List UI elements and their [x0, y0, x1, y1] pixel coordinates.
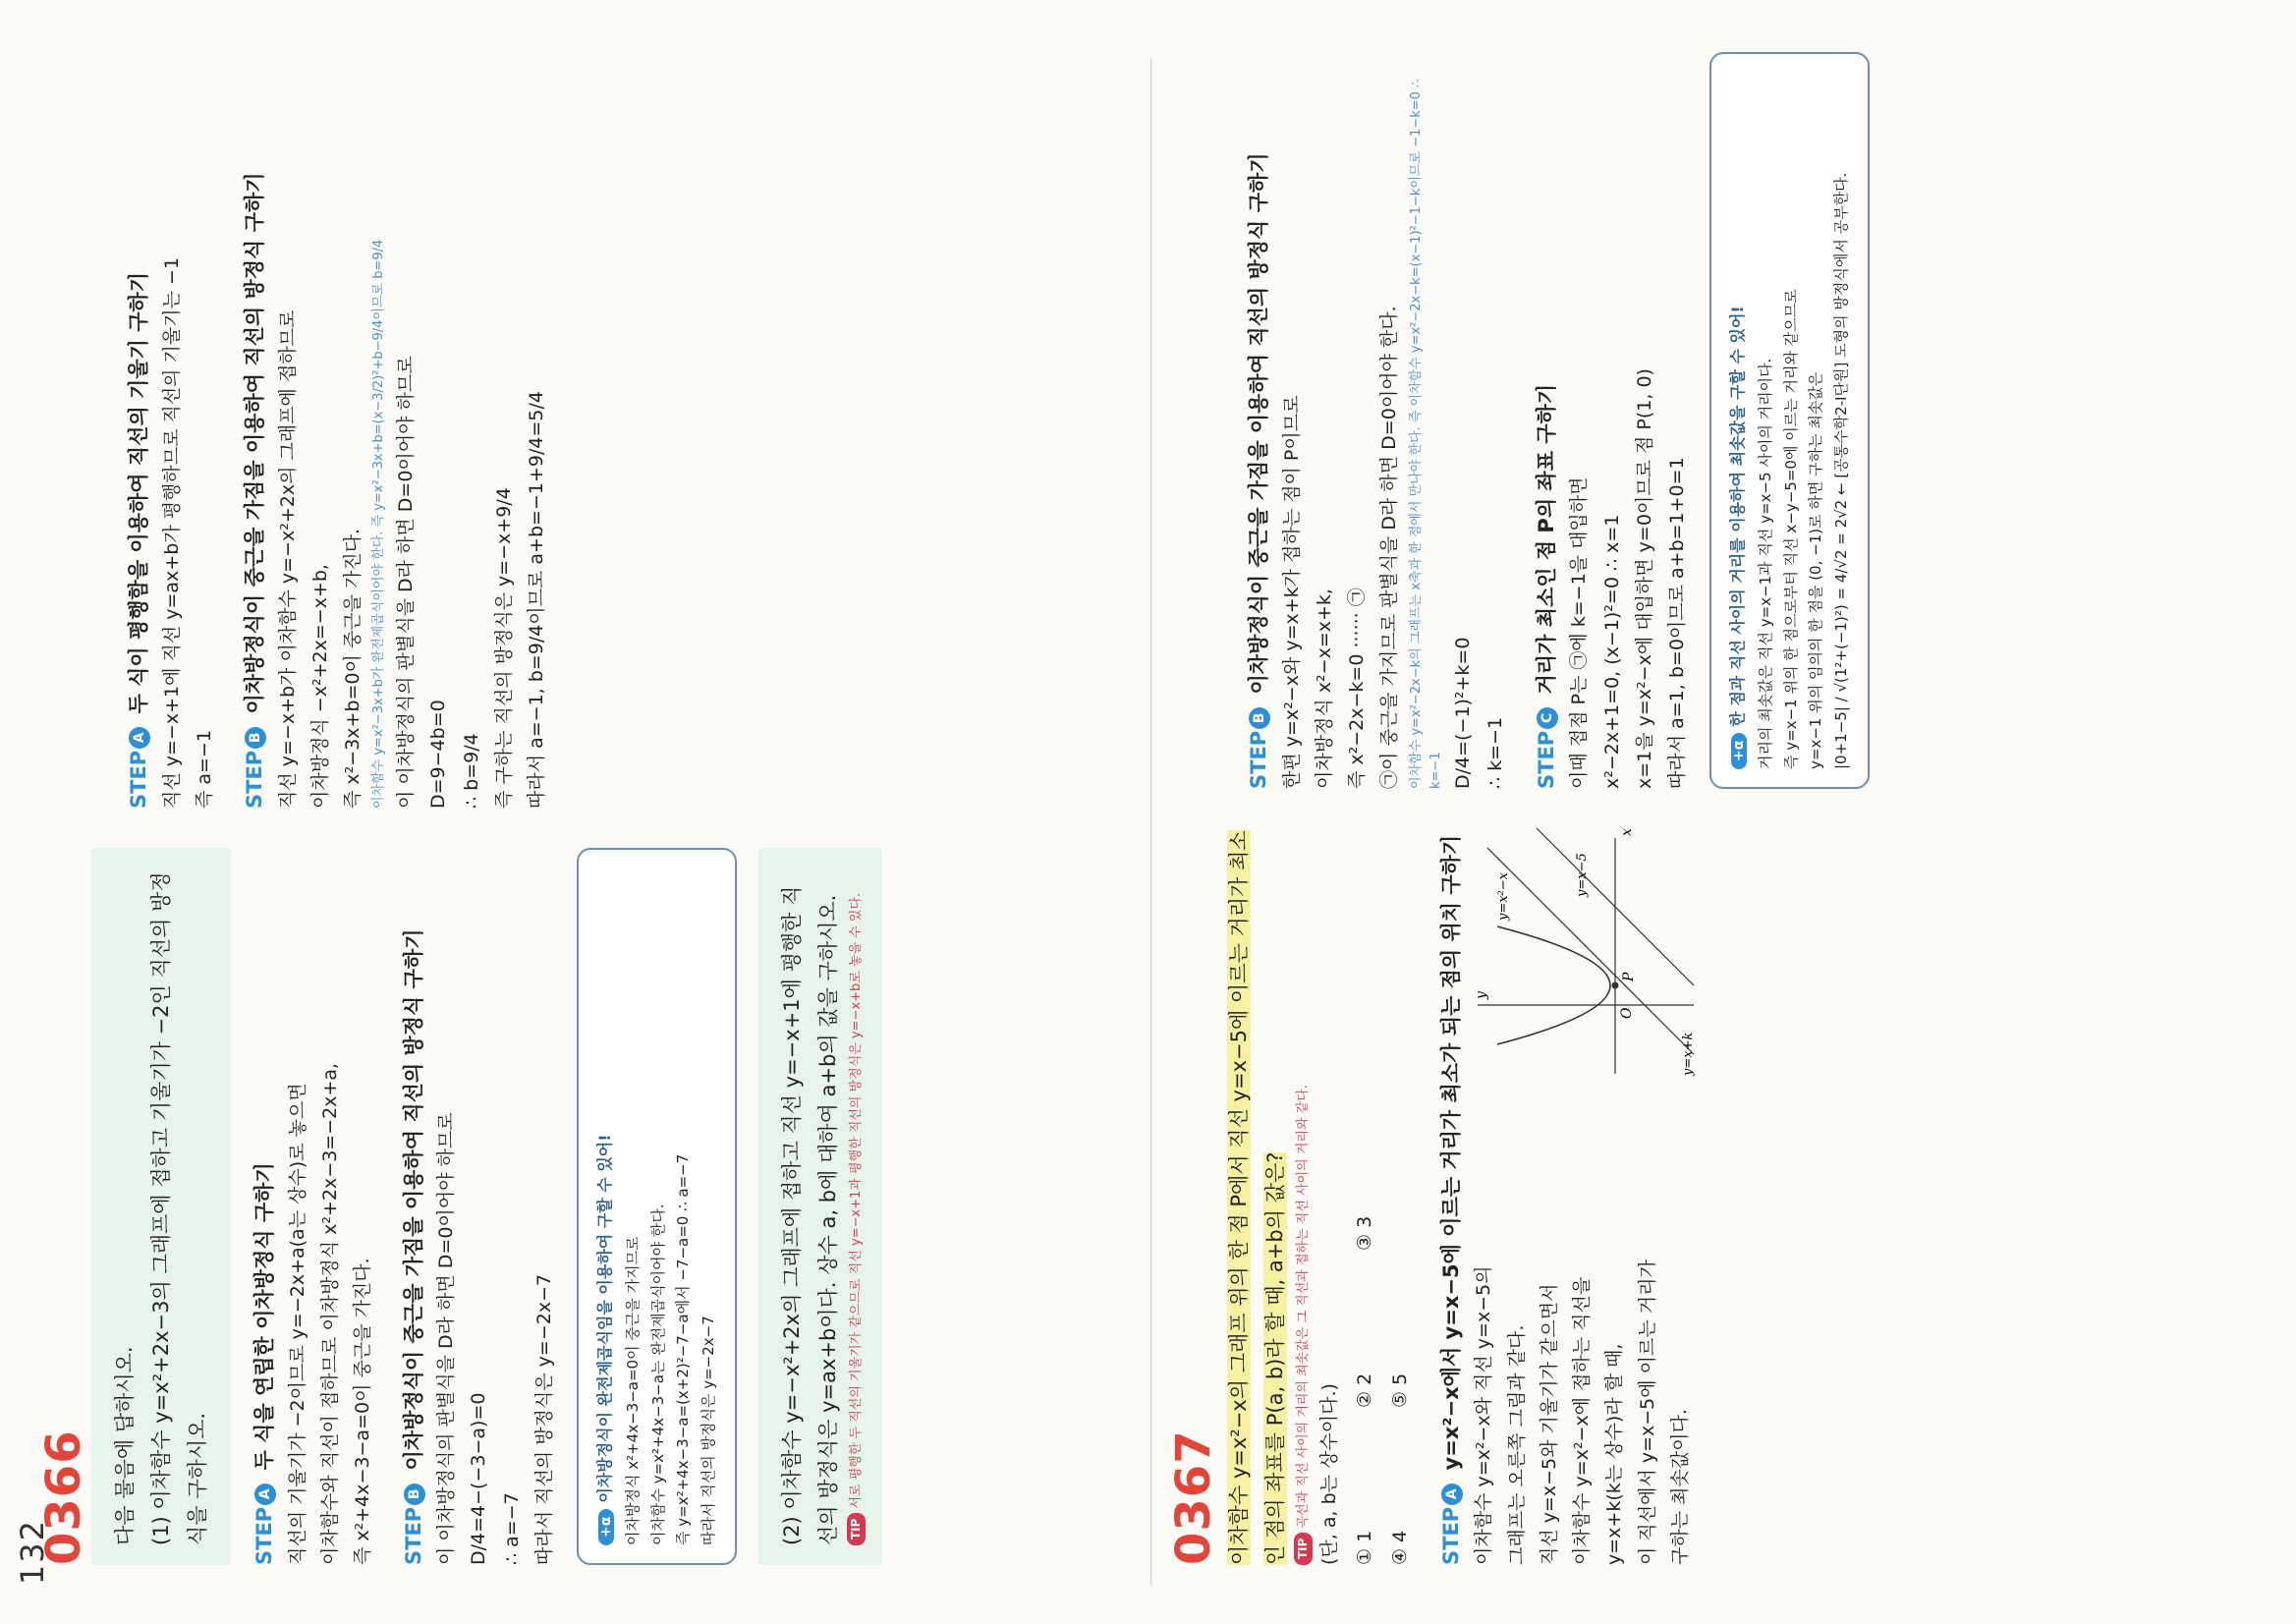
- tangent-line: [1487, 848, 1694, 1054]
- x-axis-label: x: [1619, 828, 1636, 836]
- step-a-line-1: 이차함수 y=x²−x와 직선 y=x−5의: [1473, 1265, 1495, 1565]
- step-c-line-2: x²−2x+1=0, (x−1)²=0 ∴ x=1: [1600, 514, 1623, 789]
- q2-step-b-line-8: 따라서 a=−1, b=9/4이므로 a+b=−1+9/4=5/4: [526, 391, 548, 809]
- choice-4[interactable]: ④ 4: [1388, 1530, 1411, 1565]
- answer-choices: [1347, 818, 1418, 1565]
- step-a-line-3: 직선 y=x−5와 기울기가 같으면서: [1538, 1283, 1560, 1565]
- step-b-heading: [1243, 52, 1276, 789]
- point-p: [1612, 982, 1619, 989]
- step-b-line-5: D/4=(−1)²+k=0: [1452, 637, 1475, 789]
- step-a-line-2: 그래프는 오른쪽 그림과 같다.: [1505, 1324, 1528, 1565]
- step-b-line-2: D/4=4−(−3−a)=0: [468, 1392, 490, 1565]
- plus-alpha-icon: +α: [1731, 733, 1747, 769]
- q2-step-b-line-4: 이 이차방정식의 판별식을 D라 하면 D=0이어야 하므로: [395, 356, 418, 809]
- problem-0366-left-column: [36, 848, 1137, 1565]
- alternative-method-box: [577, 848, 737, 1565]
- problem-q2: [758, 848, 882, 1565]
- step-c-heading: [1531, 52, 1564, 789]
- step-a-line-5: y=x+k(k는 상수)라 할 때,: [1603, 1343, 1626, 1565]
- problem-0366-right-column: [36, 62, 1137, 809]
- line1-label: y=x−5: [1575, 853, 1591, 897]
- box-line-4: |0+1−5| / √(1²+(−1)²) = 4/√2 = 2√2 ← [공통수학2-I단원] 도형의 방정식에서 공부한다.: [1831, 172, 1850, 769]
- q2-step-a-heading: [123, 62, 156, 809]
- step-a-line-3: 즉 x²+4x−3−a=0이 중근을 가진다.: [352, 1258, 374, 1565]
- step-a-tag: STEPA: [252, 1484, 276, 1565]
- step-b-line-4: 따라서 직선의 방정식은 y=−2x−7: [532, 1273, 555, 1565]
- choice-2[interactable]: ② 2: [1353, 1372, 1375, 1408]
- origin-label: O: [1619, 1007, 1636, 1019]
- q2-step-a-title: 두 식이 평행함을 이용하여 직선의 기울기 구하기: [127, 271, 150, 714]
- q2-step-b-title: 이차방정식이 중근을 가짐을 이용하여 직선의 방정식 구하기: [243, 172, 267, 714]
- problem-0366: [36, 0, 1137, 1624]
- q2-step-b-tag: STEPB: [243, 727, 266, 809]
- step-b-title: 이차방정식이 중근을 가짐을 이용하여 직선의 방정식 구하기: [1247, 152, 1270, 695]
- problem-q1: (1) 이차함수 y=x²+2x−3의 그래프에 접하고 기울기가 −2인 직선의 방정식을 구하시오.: [148, 871, 209, 1545]
- step-a-text: [1468, 1093, 1704, 1565]
- point-p-label: P: [1621, 972, 1638, 981]
- parabola-line-graph: [1468, 818, 1704, 1093]
- step-c-title: 거리가 최소인 점 P의 좌표 구하기: [1534, 383, 1558, 695]
- step-a-heading: [1435, 818, 1469, 1565]
- step-b-line-3: 즉 x²−2x−k=0 ······ ㉠: [1346, 588, 1369, 789]
- box-line-3: 즉 y=x²+4x−3−a=(x+2)²−7−a에서 −7−a=0 ∴ a=−7: [674, 1153, 693, 1545]
- problem-question-text: 이차함수 y=x²−x의 그래프 위의 한 점 P에서 직선 y=x−5에 이르는 거리가 최소인 점의 좌표를 P(a, b)라 할 때, a+b의 값은?: [1227, 830, 1287, 1565]
- parabola-curve: [1497, 926, 1610, 1044]
- choice-5[interactable]: ⑤ 5: [1388, 1372, 1411, 1408]
- box-line-2: 이차함수 y=x²+4x−3−a는 완전제곱식이어야 한다.: [648, 1204, 667, 1545]
- q2-step-b-line-1: 직선 y=−x+b가 이차함수 y=−x²+2x의 그래프에 접하므로: [276, 309, 299, 809]
- step-b-tag: STEPB: [402, 1484, 425, 1565]
- step-a-heading: [249, 848, 282, 1565]
- step-a-body: [1468, 818, 1704, 1565]
- step-a-line-7: 구하는 최솟값이다.: [1668, 1409, 1691, 1565]
- box-line-3: y=x−1 위의 임의의 한 점을 (0, −1)로 하면 구하는 최솟값은: [1807, 371, 1825, 769]
- q2-step-b-line-6: ∴ b=9/4: [460, 733, 482, 809]
- box-line-1: 거리의 최솟값은 직선 y=x−1과 직선 y=x−5 사이의 거리이다.: [1757, 358, 1775, 769]
- problem-condition: (단, a, b는 상수이다.): [1318, 1383, 1341, 1565]
- step-b-title: 이차방정식이 중근을 가짐을 이용하여 직선의 방정식 구하기: [401, 928, 425, 1471]
- step-a-title: 두 식을 연립한 이차방정식 구하기: [252, 1162, 277, 1471]
- q2-step-b-line-2: 이차방정식 −x²+2x=−x+b,: [308, 564, 331, 809]
- box-line-4: 따라서 직선의 방정식은 y=−2x−7: [699, 1316, 717, 1545]
- problem-0367-left-column: [1166, 818, 2257, 1565]
- problem-number: 0367: [1166, 1429, 1221, 1565]
- step-a-line-6: 이 직선에서 y=x−5에 이르는 거리가: [1636, 1260, 1658, 1565]
- step-b-line-6: ∴ k=−1: [1484, 716, 1507, 789]
- step-a-tag: STEPA: [1439, 1484, 1463, 1565]
- problem-question: [1221, 818, 1294, 1565]
- plus-alpha-icon: +α: [598, 1509, 614, 1545]
- q2-step-b-heading: [239, 62, 272, 809]
- q2-step-a-line-1: 직선 y=−x+1에 직선 y=ax+b가 평행하므로 직선의 기울기는 −1: [160, 256, 183, 809]
- problem-0367-right-column: [1166, 52, 2257, 789]
- q2-step-a-tag: STEPA: [127, 727, 150, 809]
- step-b-line-4: ㉠이 중근을 가지므로 판별식을 D라 하면 D=0이어야 한다.: [1378, 306, 1401, 789]
- box-line-2: 즉 y=x−1 위의 한 점으로부터 직선 x−y−5=0에 이르는 거리와 같으므로: [1781, 289, 1800, 769]
- choice-3[interactable]: ③ 3: [1353, 1215, 1375, 1251]
- step-a-line-1: 직선의 기울기가 −2이므로 y=−2x+a(a는 상수)로 놓으면: [286, 1083, 308, 1565]
- tip-badge: TIP: [1294, 1533, 1313, 1565]
- problem-number: 0366: [36, 1429, 91, 1565]
- choice-1[interactable]: ① 1: [1353, 1530, 1375, 1565]
- tip-q2: TIP서로 평행한 두 직선의 기울기가 같으므로 직선 y=−x+1과 평행한 직선의 방정식은 y=−x+b로 놓을 수 있다.: [847, 868, 868, 1545]
- problem-0367: [1166, 0, 2257, 1624]
- tip: TIP곡선과 직선 사이의 거리의 최솟값은 그 직선과 접하는 직선 사이의 거리와 같다.: [1294, 818, 1315, 1565]
- step-b-line-2: 이차방정식 x²−x=x+k,: [1313, 588, 1335, 789]
- q2-note: 이차함수 y=x²−3x+b가 완전제곱식이어야 한다. 즉 y=x²−3x+b=(x−3/2)²+b−9/4이므로 b=9/4: [371, 239, 387, 809]
- page-number: 132: [14, 1518, 51, 1585]
- step-a-line-4: 이차함수 y=x²−x에 접하는 직선을: [1571, 1276, 1594, 1565]
- parabola-label: y=x²−x: [1496, 871, 1512, 921]
- problem-intro: 다음 물음에 답하시오.: [113, 1346, 137, 1545]
- box-title: +α한 점과 직선 사이의 거리를 이용하여 최솟값을 구할 수 있어!: [1725, 72, 1748, 769]
- step-c-line-4: 따라서 a=1, b=0이므로 a+b=1+0=1: [1666, 457, 1689, 789]
- alternative-method-box: [1709, 52, 1870, 789]
- tip-badge: TIP: [847, 1513, 866, 1545]
- step-a-title: y=x²−x에서 y=x−5에 이르는 거리가 최소가 되는 점의 위치 구하기: [1438, 834, 1463, 1471]
- page-divider: [1150, 59, 1151, 1585]
- step-b-line-3: ∴ a=−7: [500, 1492, 523, 1565]
- step-b-heading: [398, 848, 431, 1565]
- problem-question: [91, 848, 231, 1565]
- q2-step-b-line-5: D=9−4b=0: [427, 700, 450, 809]
- step-b-note: 이차함수 y=x²−2x−k의 그래프는 x축과 한 점에서 만나야 한다. 즉 이차함수 y=x²−2x−k=(x−1)²−1−k이므로 −1−k=0 ∴ k=−1: [1408, 79, 1444, 789]
- step-b-tag: STEPB: [1247, 707, 1270, 789]
- q2-step-a-line-2: 즉 a=−1: [193, 730, 215, 809]
- step-c-line-3: x=1을 y=x²−x에 대입하면 y=0이므로 점 P(1, 0): [1633, 368, 1655, 789]
- step-a-line-2: 이차함수와 직선이 접하므로 이차방정식 x²+2x−3=−2x+a,: [319, 1062, 342, 1565]
- box-title: +α이차방정식이 완전제곱식임을 이용하여 구할 수 있어!: [592, 868, 615, 1545]
- step-c-line-1: 이때 접점 P는 ㉠에 k=−1을 대입하면: [1568, 476, 1591, 789]
- problem-q2-text: (2) 이차함수 y=−x²+2x의 그래프에 접하고 직선 y=−x+1에 평행한 직선의 방정식은 y=ax+b이다. 상수 a, b에 대하여 a+b의 값을 구하시오.: [780, 885, 840, 1545]
- step-c-tag: STEPC: [1535, 707, 1558, 789]
- box-line-1: 이차방정식 x²+4x−3−a=0이 중근을 가지므로: [624, 1236, 643, 1545]
- y-axis-label: y: [1474, 991, 1490, 999]
- step-b-line-1: 이 이차방정식의 판별식을 D라 하면 D=0이어야 하므로: [435, 1112, 458, 1565]
- step-b-line-1: 한편 y=x²−x와 y=x+k가 접하는 점이 P이므로: [1280, 395, 1303, 789]
- tangent-label: y=x+k: [1681, 1032, 1697, 1076]
- q2-step-b-line-7: 즉 구하는 직선의 방정식은 y=−x+9/4: [492, 487, 515, 809]
- q2-step-b-line-3: 즉 x²−3x+b=0이 중근을 가진다.: [342, 528, 364, 809]
